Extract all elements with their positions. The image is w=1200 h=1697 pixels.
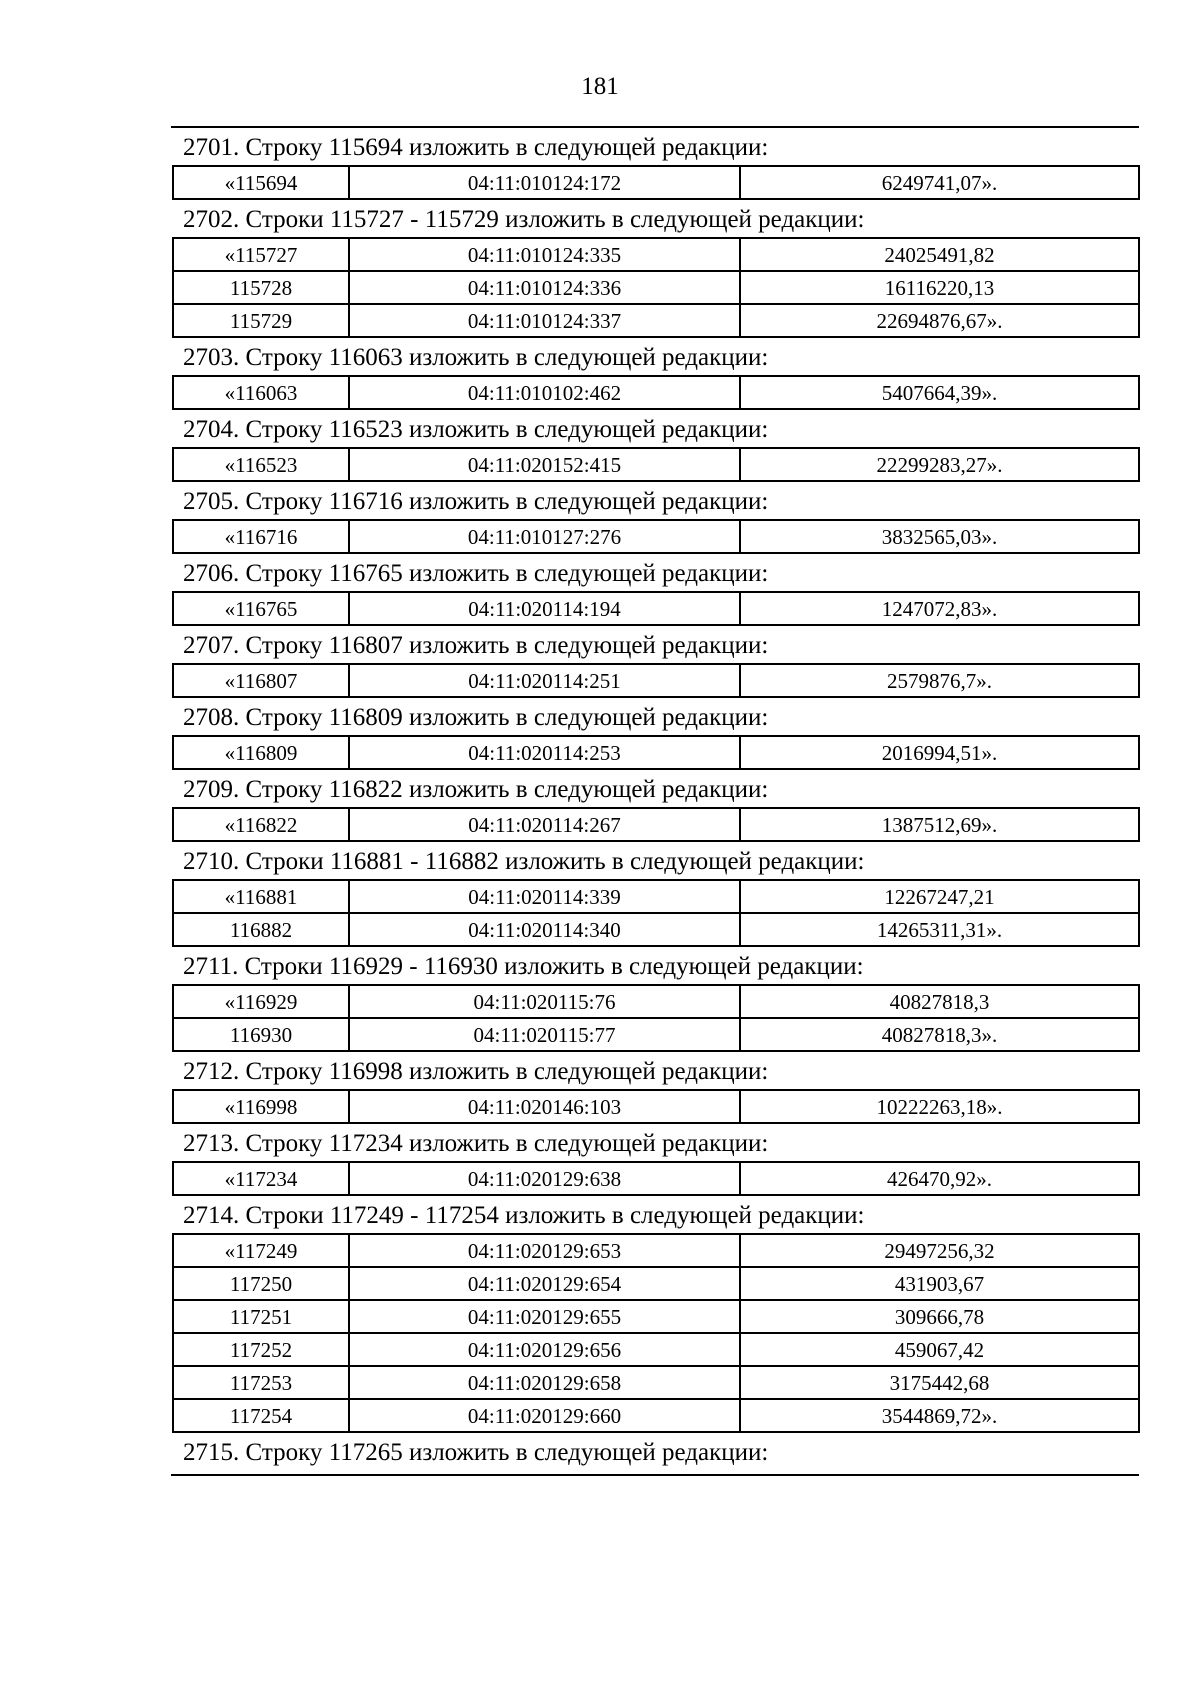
value-cell: 1387512,69». bbox=[740, 808, 1139, 841]
amendment-table bbox=[172, 663, 1140, 698]
amendment-table bbox=[172, 165, 1140, 200]
amendment-instruction: 2701. Строку 115694 изложить в следующей редакции: bbox=[183, 134, 769, 161]
amendment-instruction: 2703. Строку 116063 изложить в следующей редакции: bbox=[183, 344, 769, 371]
value-cell: 3832565,03». bbox=[740, 520, 1139, 553]
table-row bbox=[173, 1234, 1139, 1267]
line-number-cell: 115729 bbox=[173, 304, 349, 337]
table-row bbox=[173, 1162, 1139, 1195]
table-row bbox=[173, 1018, 1139, 1051]
amendment-table bbox=[172, 735, 1140, 770]
table-row bbox=[173, 238, 1139, 271]
amendment-table bbox=[172, 984, 1140, 1052]
amendment-table bbox=[172, 237, 1140, 338]
line-number-cell: 117253 bbox=[173, 1366, 349, 1399]
value-cell: 6249741,07». bbox=[740, 166, 1139, 199]
amendment-table bbox=[172, 447, 1140, 482]
amendment-section bbox=[171, 698, 1139, 770]
table-row bbox=[173, 808, 1139, 841]
value-cell: 24025491,82 bbox=[740, 238, 1139, 271]
table-row bbox=[173, 520, 1139, 553]
line-number-cell: «116807 bbox=[173, 664, 349, 697]
amendment-section bbox=[171, 1052, 1139, 1124]
line-number-cell: «116998 bbox=[173, 1090, 349, 1123]
amendment-instruction: 2710. Строки 116881 - 116882 изложить в следующей редакции: bbox=[183, 848, 865, 875]
amendment-instruction: 2715. Строку 117265 изложить в следующей редакции: bbox=[183, 1439, 769, 1466]
cadastral-number-cell: 04:11:020129:653 bbox=[349, 1234, 740, 1267]
line-number-cell: «115694 bbox=[173, 166, 349, 199]
value-cell: 40827818,3 bbox=[740, 985, 1139, 1018]
table-row bbox=[173, 1300, 1139, 1333]
value-cell: 10222263,18». bbox=[740, 1090, 1139, 1123]
line-number-cell: «117249 bbox=[173, 1234, 349, 1267]
line-number-cell: «116716 bbox=[173, 520, 349, 553]
amendment-section bbox=[171, 554, 1139, 626]
amendment-instruction: 2714. Строки 117249 - 117254 изложить в следующей редакции: bbox=[183, 1202, 865, 1229]
value-cell: 12267247,21 bbox=[740, 880, 1139, 913]
cadastral-number-cell: 04:11:020114:267 bbox=[349, 808, 740, 841]
cadastral-number-cell: 04:11:010127:276 bbox=[349, 520, 740, 553]
amendment-section bbox=[171, 482, 1139, 554]
value-cell: 22694876,67». bbox=[740, 304, 1139, 337]
amendment-instruction: 2712. Строку 116998 изложить в следующей редакции: bbox=[183, 1058, 769, 1085]
cadastral-number-cell: 04:11:020129:658 bbox=[349, 1366, 740, 1399]
amendment-section bbox=[171, 626, 1139, 698]
table-row bbox=[173, 1399, 1139, 1432]
value-cell: 426470,92». bbox=[740, 1162, 1139, 1195]
value-cell: 16116220,13 bbox=[740, 271, 1139, 304]
line-number-cell: 117254 bbox=[173, 1399, 349, 1432]
amendment-table bbox=[172, 1161, 1140, 1196]
line-number-cell: «116523 bbox=[173, 448, 349, 481]
value-cell: 2579876,7». bbox=[740, 664, 1139, 697]
cadastral-number-cell: 04:11:020115:76 bbox=[349, 985, 740, 1018]
value-cell: 5407664,39». bbox=[740, 376, 1139, 409]
line-number-cell: «116063 bbox=[173, 376, 349, 409]
page-number: 181 bbox=[581, 73, 619, 100]
cadastral-number-cell: 04:11:020114:340 bbox=[349, 913, 740, 946]
cadastral-number-cell: 04:11:020114:251 bbox=[349, 664, 740, 697]
amendment-section bbox=[171, 770, 1139, 842]
cadastral-number-cell: 04:11:010124:172 bbox=[349, 166, 740, 199]
cadastral-number-cell: 04:11:020146:103 bbox=[349, 1090, 740, 1123]
document-body bbox=[171, 126, 1139, 1476]
amendment-instruction: 2708. Строку 116809 изложить в следующей редакции: bbox=[183, 704, 769, 731]
cadastral-number-cell: 04:11:020129:638 bbox=[349, 1162, 740, 1195]
cadastral-number-cell: 04:11:020129:656 bbox=[349, 1333, 740, 1366]
table-row bbox=[173, 913, 1139, 946]
table-row bbox=[173, 448, 1139, 481]
table-row bbox=[173, 880, 1139, 913]
amendment-instruction: 2711. Строки 116929 - 116930 изложить в следующей редакции: bbox=[183, 953, 864, 980]
value-cell: 2016994,51». bbox=[740, 736, 1139, 769]
table-row bbox=[173, 664, 1139, 697]
amendment-table bbox=[172, 591, 1140, 626]
amendment-instruction: 2707. Строку 116807 изложить в следующей редакции: bbox=[183, 632, 769, 659]
cadastral-number-cell: 04:11:010124:335 bbox=[349, 238, 740, 271]
amendment-section bbox=[171, 338, 1139, 410]
cadastral-number-cell: 04:11:010124:336 bbox=[349, 271, 740, 304]
value-cell: 22299283,27». bbox=[740, 448, 1139, 481]
cadastral-number-cell: 04:11:020152:415 bbox=[349, 448, 740, 481]
table-row bbox=[173, 304, 1139, 337]
cadastral-number-cell: 04:11:020129:654 bbox=[349, 1267, 740, 1300]
table-row bbox=[173, 1090, 1139, 1123]
line-number-cell: 117252 bbox=[173, 1333, 349, 1366]
amendment-instruction: 2702. Строки 115727 - 115729 изложить в следующей редакции: bbox=[183, 206, 865, 233]
cadastral-number-cell: 04:11:020129:655 bbox=[349, 1300, 740, 1333]
table-row bbox=[173, 166, 1139, 199]
table-row bbox=[173, 376, 1139, 409]
value-cell: 459067,42 bbox=[740, 1333, 1139, 1366]
cadastral-number-cell: 04:11:020114:339 bbox=[349, 880, 740, 913]
table-row bbox=[173, 1366, 1139, 1399]
cadastral-number-cell: 04:11:020114:253 bbox=[349, 736, 740, 769]
amendment-table bbox=[172, 375, 1140, 410]
cadastral-number-cell: 04:11:010102:462 bbox=[349, 376, 740, 409]
line-number-cell: «116765 bbox=[173, 592, 349, 625]
cadastral-number-cell: 04:11:010124:337 bbox=[349, 304, 740, 337]
line-number-cell: 117250 bbox=[173, 1267, 349, 1300]
amendment-table bbox=[172, 1089, 1140, 1124]
value-cell: 3544869,72». bbox=[740, 1399, 1139, 1432]
table-row bbox=[173, 592, 1139, 625]
amendment-instruction: 2709. Строку 116822 изложить в следующей редакции: bbox=[183, 776, 769, 803]
amendment-section bbox=[171, 1124, 1139, 1196]
amendment-instruction: 2706. Строку 116765 изложить в следующей редакции: bbox=[183, 560, 769, 587]
cadastral-number-cell: 04:11:020129:660 bbox=[349, 1399, 740, 1432]
value-cell: 14265311,31». bbox=[740, 913, 1139, 946]
amendment-section bbox=[171, 842, 1139, 947]
line-number-cell: «116929 bbox=[173, 985, 349, 1018]
cadastral-number-cell: 04:11:020114:194 bbox=[349, 592, 740, 625]
amendment-instruction: 2704. Строку 116523 изложить в следующей редакции: bbox=[183, 416, 769, 443]
amendment-section bbox=[171, 1433, 1139, 1470]
value-cell: 40827818,3». bbox=[740, 1018, 1139, 1051]
table-row bbox=[173, 1267, 1139, 1300]
value-cell: 29497256,32 bbox=[740, 1234, 1139, 1267]
line-number-cell: 116882 bbox=[173, 913, 349, 946]
amendment-section bbox=[171, 128, 1139, 200]
amendment-section bbox=[171, 200, 1139, 338]
table-row bbox=[173, 1333, 1139, 1366]
amendment-instruction: 2705. Строку 116716 изложить в следующей редакции: bbox=[183, 488, 769, 515]
value-cell: 431903,67 bbox=[740, 1267, 1139, 1300]
line-number-cell: «116809 bbox=[173, 736, 349, 769]
cadastral-number-cell: 04:11:020115:77 bbox=[349, 1018, 740, 1051]
line-number-cell: 117251 bbox=[173, 1300, 349, 1333]
line-number-cell: «115727 bbox=[173, 238, 349, 271]
amendment-section bbox=[171, 1196, 1139, 1433]
bottom-rule bbox=[171, 1474, 1139, 1476]
table-row bbox=[173, 271, 1139, 304]
amendment-table bbox=[172, 807, 1140, 842]
value-cell: 309666,78 bbox=[740, 1300, 1139, 1333]
amendment-section bbox=[171, 410, 1139, 482]
line-number-cell: «116822 bbox=[173, 808, 349, 841]
line-number-cell: 116930 bbox=[173, 1018, 349, 1051]
line-number-cell: «117234 bbox=[173, 1162, 349, 1195]
table-row bbox=[173, 736, 1139, 769]
line-number-cell: 115728 bbox=[173, 271, 349, 304]
line-number-cell: «116881 bbox=[173, 880, 349, 913]
table-row bbox=[173, 985, 1139, 1018]
amendment-table bbox=[172, 519, 1140, 554]
value-cell: 1247072,83». bbox=[740, 592, 1139, 625]
value-cell: 3175442,68 bbox=[740, 1366, 1139, 1399]
amendment-section bbox=[171, 947, 1139, 1052]
amendment-instruction: 2713. Строку 117234 изложить в следующей редакции: bbox=[183, 1130, 769, 1157]
amendment-table bbox=[172, 879, 1140, 947]
amendment-table bbox=[172, 1233, 1140, 1433]
